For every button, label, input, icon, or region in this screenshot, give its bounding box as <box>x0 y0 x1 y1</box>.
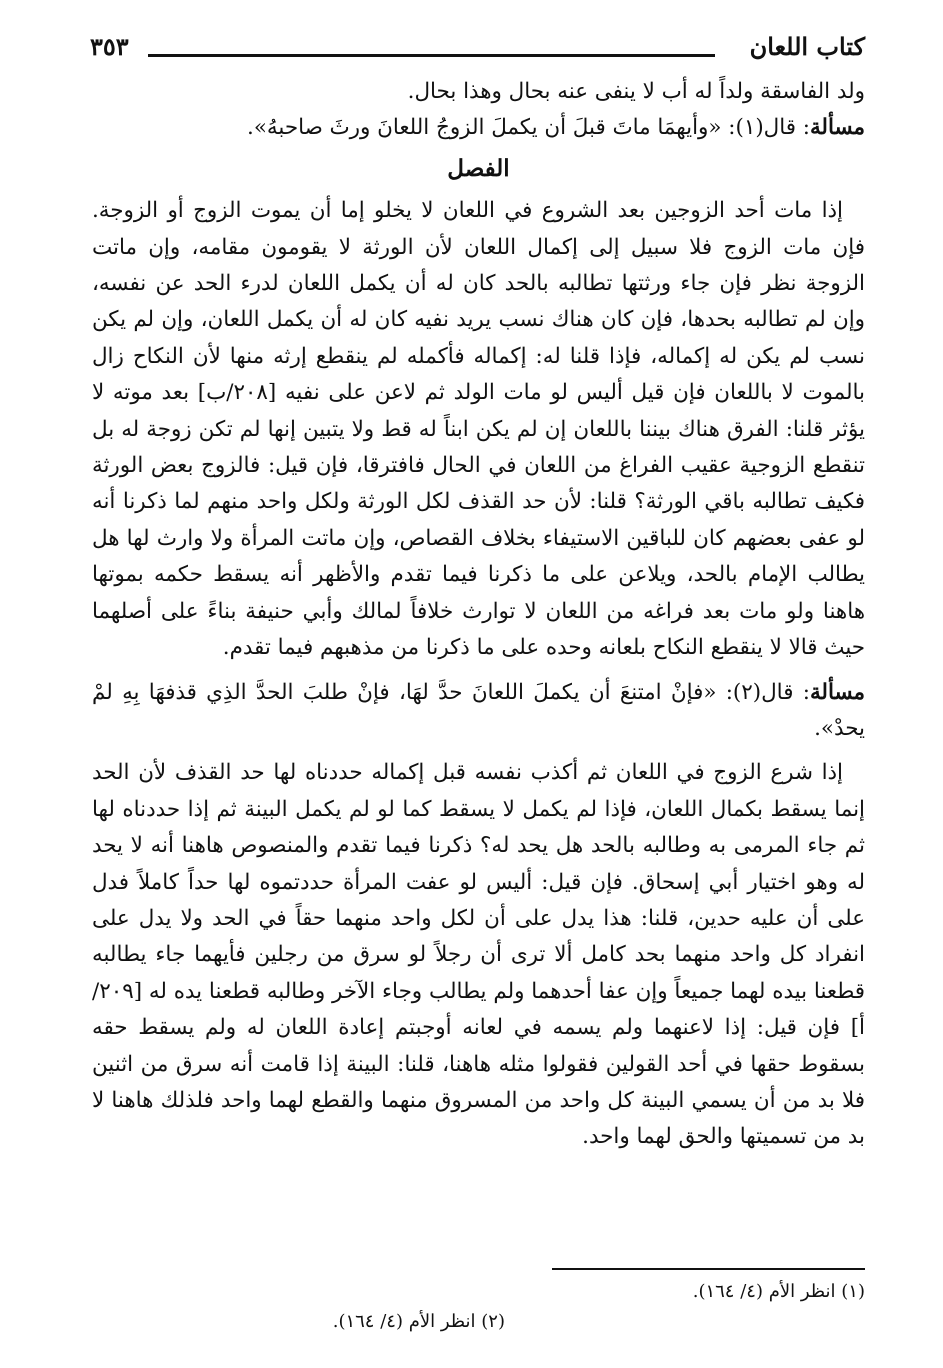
footnote-1: (١) انظر الأم (٤/ ١٦٤). <box>692 1281 865 1302</box>
paragraph-1: إذا مات أحد الزوجين بعد الشروع في اللعان لا يخلو إما أن يموت الزوج أو الزوجة. فإن مات الزوج فلا سبيل إلى إكمال اللعان لأن الورثة لا يقومون مقامه، وإن ماتت الزوجة نظر فإن جاء ورثتها تطالبه بالحد كان له أن يكمل اللعان لدرء الحد عن نفسه، وإن لم تطالبه بحدها، فإن كان هناك نسب يريد نفيه كان له أن يكمل اللعان، وإن لم يكن نسب لم يكن له إكماله، فإذا قلنا له: إكماله فأكمله لم ينقطع إرثه منها لأن النكاح زال بالموت لا باللعان فإن قيل أليس لو مات الولد ثم لاعن على نفيه [٢٠٨/ب] بعد موته لا يؤثر قلنا: الفرق هناك بيننا باللعان إن لم يكن ابناً له قط ولا يتبين إنها لم تكن زوجة له بل تنقطع الزوجية عقيب الفراغ من اللعان في الحال فافترقا، فإن قيل: فالزوج بعض الورثة فكيف تطالبه باقي الورثة؟ قلنا: لأن حد القذف لكل الورثة ولكل واحد منهم لما ذكرنا أنه لو عفى بعضهم كان للباقين الاستيفاء بخلاف القصاص، وإن ماتت المرأة ولا وارث لها هل يطالب الإمام بالحد، ويلاعن على ما ذكرنا فيما تقدم والأظهر أنه يسقط حكمه بموتها هاهنا ولو مات بعد فراغه من اللعان لا توارث خلافاً لمالك وأبي حنيفة بناءً على أصلهما حيث قالا لا ينقطع النكاح بلعانه وحده على ما ذكرنا من مذهبهم فيما تقدم. <box>92 198 866 661</box>
chapter-title: كتاب اللعان <box>749 32 865 61</box>
masala-1 <box>92 110 865 146</box>
masala-1-label: مسألة <box>809 115 865 141</box>
paragraph-2: إذا شرع الزوج في اللعان ثم أكذب نفسه قبل إكماله حددناه لها حد القذف لأن الحد إنما يسقط بكمال اللعان، فإذا لم يكمل لا يسقط كما لو لم يكمل البينة ثم إذا حددناه لها ثم جاء المرمى به وطالبه بالحد هل يحد له؟ ذكرنا فيما تقدم والمنصوص هاهنا أنه لا يحد له وهو اختيار أبي إسحاق. فإن قيل: أليس لو عفت المرأة حددتموه لها حداً كاملاً فدل على أن عليه حدين، قلنا: هذا يدل على أن لكل واحد منهما حقاً في الحد ولا يدل على انفراد كل واحد منهما بحد كامل ألا ترى أن رجلاً لو سرق من رجلين فأيهما جاء يطالبه قطعنا بيده لهما جميعاً وإن عفا أحدهما ولم يطالب وجاء الآخر وطالبه قطعنا يده له [٢٠٩/أ] فإن قيل: إذا لاعنهما ولم يسمه في لعانه أوجبتم إعادة اللعان له ولم يسقط حقه بسقوط حقها في أحد القولين فقولوا مثله هاهنا، قلنا: البينة إذا قامت أنه سرق من اثنين فلا بد من أن يسمي البينة كل واحد من المسروق منهما والقطع لهما واحد فلذلك هاهنا لا بد من تسميتها والحق لهما واحد. <box>92 760 865 1150</box>
intro-line: ولد الفاسقة ولداً له أب لا ينفى عنه بحال وهذا بحال. <box>407 79 865 104</box>
section-heading: الفصل <box>447 154 510 182</box>
page-header <box>90 20 865 70</box>
header-rule <box>148 54 715 57</box>
page-number: ٣٥٣ <box>90 32 129 61</box>
footnote-separator <box>552 1268 865 1270</box>
masala-2 <box>92 675 865 748</box>
masala-1-text: : قال(١): «وأيهمَا ماتَ قبلَ أن يكملَ الزوجُ اللعانَ ورثَ صاحبهُ». <box>247 115 810 141</box>
footnote-2: (٢) انظر الأم (٤/ ١٦٤). <box>332 1311 505 1332</box>
masala-2-text: : قال(٢): «فإنْ امتنعَ أن يكملَ اللعانَ حدَّ لهَا، فإنْ طلبَ الحدَّ الذِي قذفهَا بِهِ لمْ يحدْ». <box>92 679 865 741</box>
masala-2-label: مسألة <box>809 679 865 705</box>
page-body <box>92 74 865 1156</box>
footnotes <box>92 1278 865 1336</box>
